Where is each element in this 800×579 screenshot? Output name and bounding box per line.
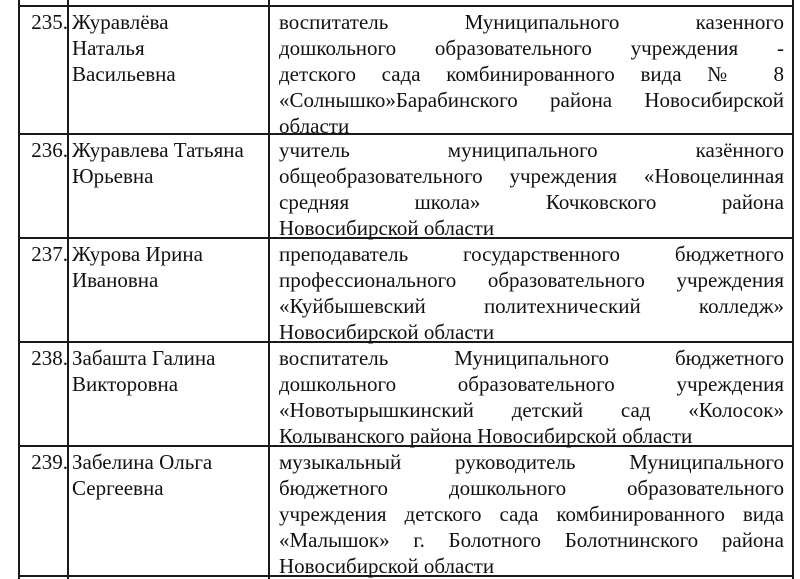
position-line: средняя школа» Кочковского района <box>279 190 784 214</box>
name-line: Васильевна <box>72 62 176 86</box>
name-line: Журова Ирина <box>72 242 203 266</box>
position-line: воспитатель Муниципального бюджетного <box>279 346 784 370</box>
table-border-top <box>18 5 794 7</box>
position-line: бюджетного дошкольного образовательного <box>279 476 784 500</box>
column-divider-name <box>268 0 270 579</box>
name-line: Сергеевна <box>72 476 164 500</box>
position-description <box>279 449 784 579</box>
position-description <box>279 345 784 449</box>
name-line: Журавлёва <box>72 10 169 34</box>
person-name <box>72 137 264 189</box>
name-line: Забашта Галина <box>72 346 216 370</box>
table-border-left <box>18 0 20 579</box>
position-description <box>279 9 784 139</box>
position-description <box>279 137 784 241</box>
position-line: воспитатель Муниципального казенного <box>279 10 784 34</box>
row-number: 236. <box>31 138 68 162</box>
row-number: 238. <box>31 346 68 370</box>
person-name <box>72 241 264 293</box>
position-line: детского сада комбинированного вида № 8 <box>279 62 784 86</box>
position-line: дошкольного образовательного учреждения <box>279 372 784 396</box>
position-description <box>279 241 784 345</box>
position-line: учреждения детского сада комбинированного вида <box>279 502 784 526</box>
row-number: 235. <box>31 10 68 34</box>
person-name <box>72 345 264 397</box>
position-line: Новосибирской области <box>279 320 495 344</box>
position-line: учитель муниципального казённого <box>279 138 784 162</box>
row-number: 237. <box>31 242 68 266</box>
position-line: общеобразовательного учреждения «Новоцелинная <box>279 164 784 188</box>
person-name <box>72 449 264 501</box>
position-line: музыкальный руководитель Муниципального <box>279 450 784 474</box>
position-line: Новосибирской области <box>279 216 495 240</box>
table-border-right <box>792 0 794 579</box>
row-number: 239. <box>31 450 68 474</box>
name-line: Наталья <box>72 36 145 60</box>
position-line: профессионального образовательного учреждения <box>279 268 784 292</box>
name-line: Викторовна <box>72 372 179 396</box>
position-line: Колыванского района Новосибирской области <box>279 424 693 448</box>
name-line: Юрьевна <box>72 164 154 188</box>
position-line: дошкольного образовательного учреждения - <box>279 36 784 60</box>
position-line: Новосибирской области <box>279 554 495 578</box>
name-line: Журавлева Татьяна <box>72 138 244 162</box>
position-line: преподаватель государственного бюджетного <box>279 242 784 266</box>
column-divider-number <box>67 0 69 579</box>
name-line: Забелина Ольга <box>72 450 213 474</box>
position-line: «Малышок» г. Болотного Болотнинского района <box>279 528 784 552</box>
position-line: «Новотырышкинский детский сад «Колосок» <box>279 398 784 422</box>
position-line: области <box>279 114 350 138</box>
name-line: Ивановна <box>72 268 159 292</box>
person-name <box>72 9 264 87</box>
position-line: «Солнышко»Барабинского района Новосибирской <box>279 88 784 112</box>
position-line: «Куйбышевский политехнический колледж» <box>279 294 784 318</box>
